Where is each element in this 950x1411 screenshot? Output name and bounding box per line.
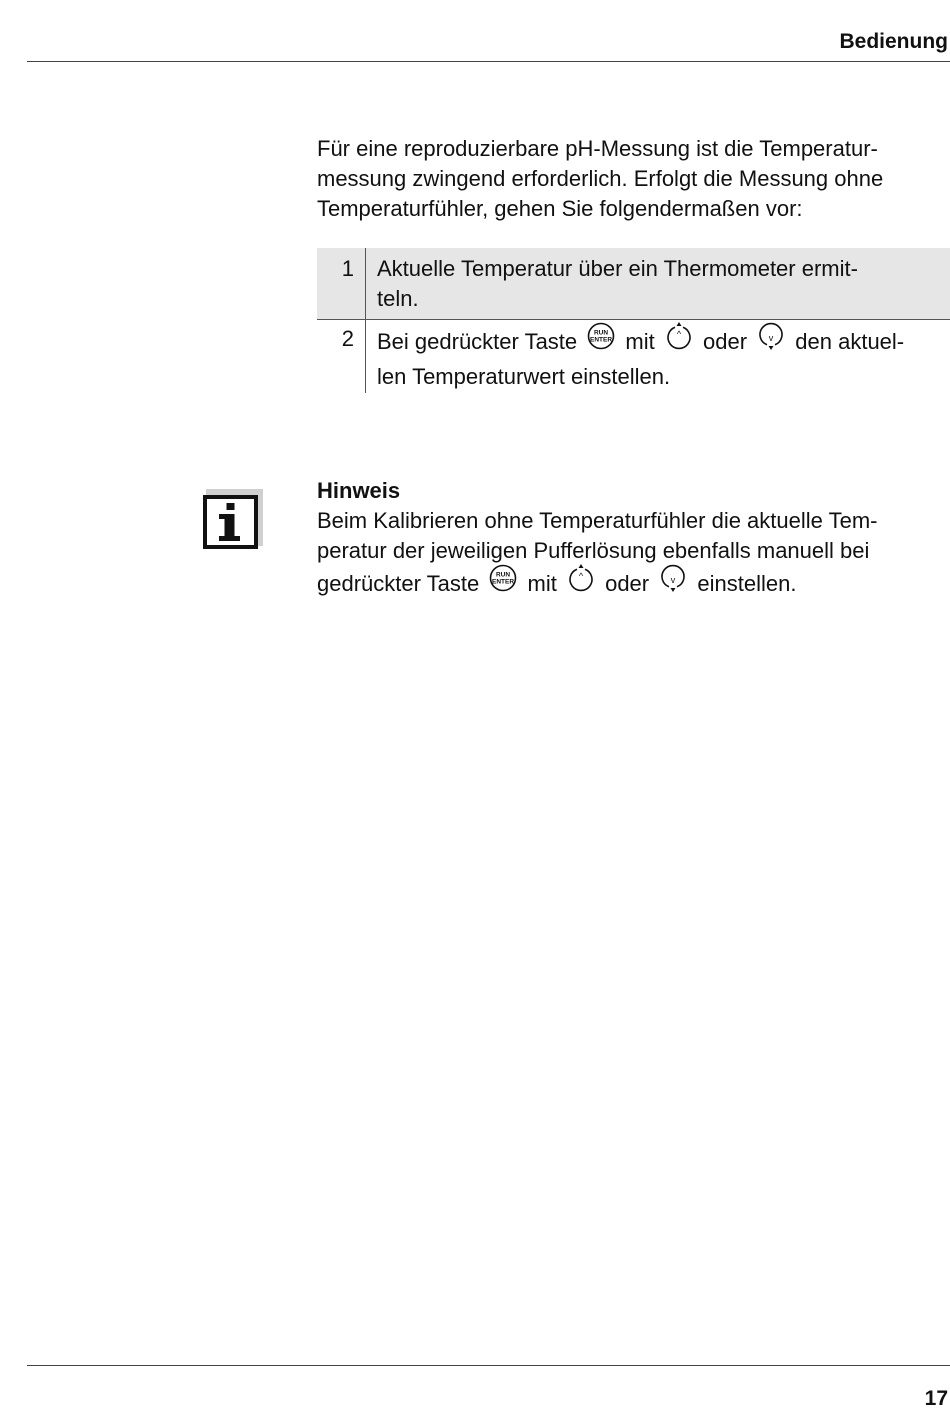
step-text-line: len Temperaturwert einstellen. bbox=[377, 364, 671, 389]
step-number: 1 bbox=[317, 248, 366, 320]
step-text-line: teln. bbox=[377, 286, 419, 311]
intro-line: Temperaturfühler, gehen Sie folgendermaßen vor: bbox=[317, 196, 803, 221]
page-number: 17 bbox=[924, 1387, 948, 1410]
step-number: 2 bbox=[317, 320, 366, 393]
header-divider bbox=[27, 61, 950, 62]
footer-divider bbox=[27, 1365, 950, 1366]
step-table bbox=[317, 248, 950, 393]
note-line: peratur der jeweiligen Pufferlösung ebenfalls manuell bei bbox=[317, 538, 870, 563]
text-fragment: oder bbox=[702, 328, 748, 354]
svg-text:^: ^ bbox=[578, 571, 584, 581]
svg-text:ENTER: ENTER bbox=[492, 578, 515, 586]
down-key-icon bbox=[757, 321, 785, 359]
run-enter-key-icon bbox=[489, 564, 517, 600]
text-fragment: den aktuel- bbox=[795, 328, 905, 354]
note-title: Hinweis bbox=[317, 478, 401, 503]
text-fragment: einstellen. bbox=[697, 570, 797, 596]
note-line: Beim Kalibrieren ohne Temperaturfühler die aktuelle Tem- bbox=[317, 508, 878, 533]
svg-text:RUN: RUN bbox=[496, 571, 511, 579]
intro-line: messung zwingend erforderlich. Erfolgt die Messung ohne bbox=[317, 166, 884, 191]
page-header-title: Bedienung bbox=[839, 30, 948, 53]
text-fragment: Bei gedrückter Taste bbox=[377, 328, 578, 354]
text-fragment: oder bbox=[605, 570, 650, 596]
step-text-line: Aktuelle Temperatur über ein Thermometer ermit- bbox=[377, 256, 858, 281]
down-key-icon bbox=[659, 563, 687, 601]
svg-text:^: ^ bbox=[676, 329, 681, 339]
svg-text:ENTER: ENTER bbox=[590, 336, 613, 344]
step-text bbox=[366, 254, 950, 319]
up-key-icon bbox=[567, 563, 595, 601]
svg-text:v: v bbox=[671, 575, 676, 585]
step-row-2 bbox=[317, 320, 950, 393]
svg-text:v: v bbox=[768, 333, 774, 343]
note-line bbox=[317, 566, 949, 604]
up-key-icon bbox=[665, 321, 693, 359]
step-text bbox=[366, 324, 950, 393]
svg-text:RUN: RUN bbox=[594, 329, 609, 337]
text-fragment: gedrückter Taste bbox=[317, 570, 480, 596]
intro-line: Für eine reproduzierbare pH-Messung ist die Temperatur- bbox=[317, 136, 878, 161]
run-enter-key-icon bbox=[587, 322, 615, 358]
step-row-1 bbox=[317, 248, 950, 320]
step-text-line bbox=[377, 324, 950, 362]
text-fragment: mit bbox=[625, 328, 655, 354]
note-block bbox=[317, 476, 949, 604]
text-fragment: mit bbox=[527, 570, 557, 596]
intro-paragraph bbox=[317, 134, 949, 224]
info-icon bbox=[203, 489, 265, 549]
